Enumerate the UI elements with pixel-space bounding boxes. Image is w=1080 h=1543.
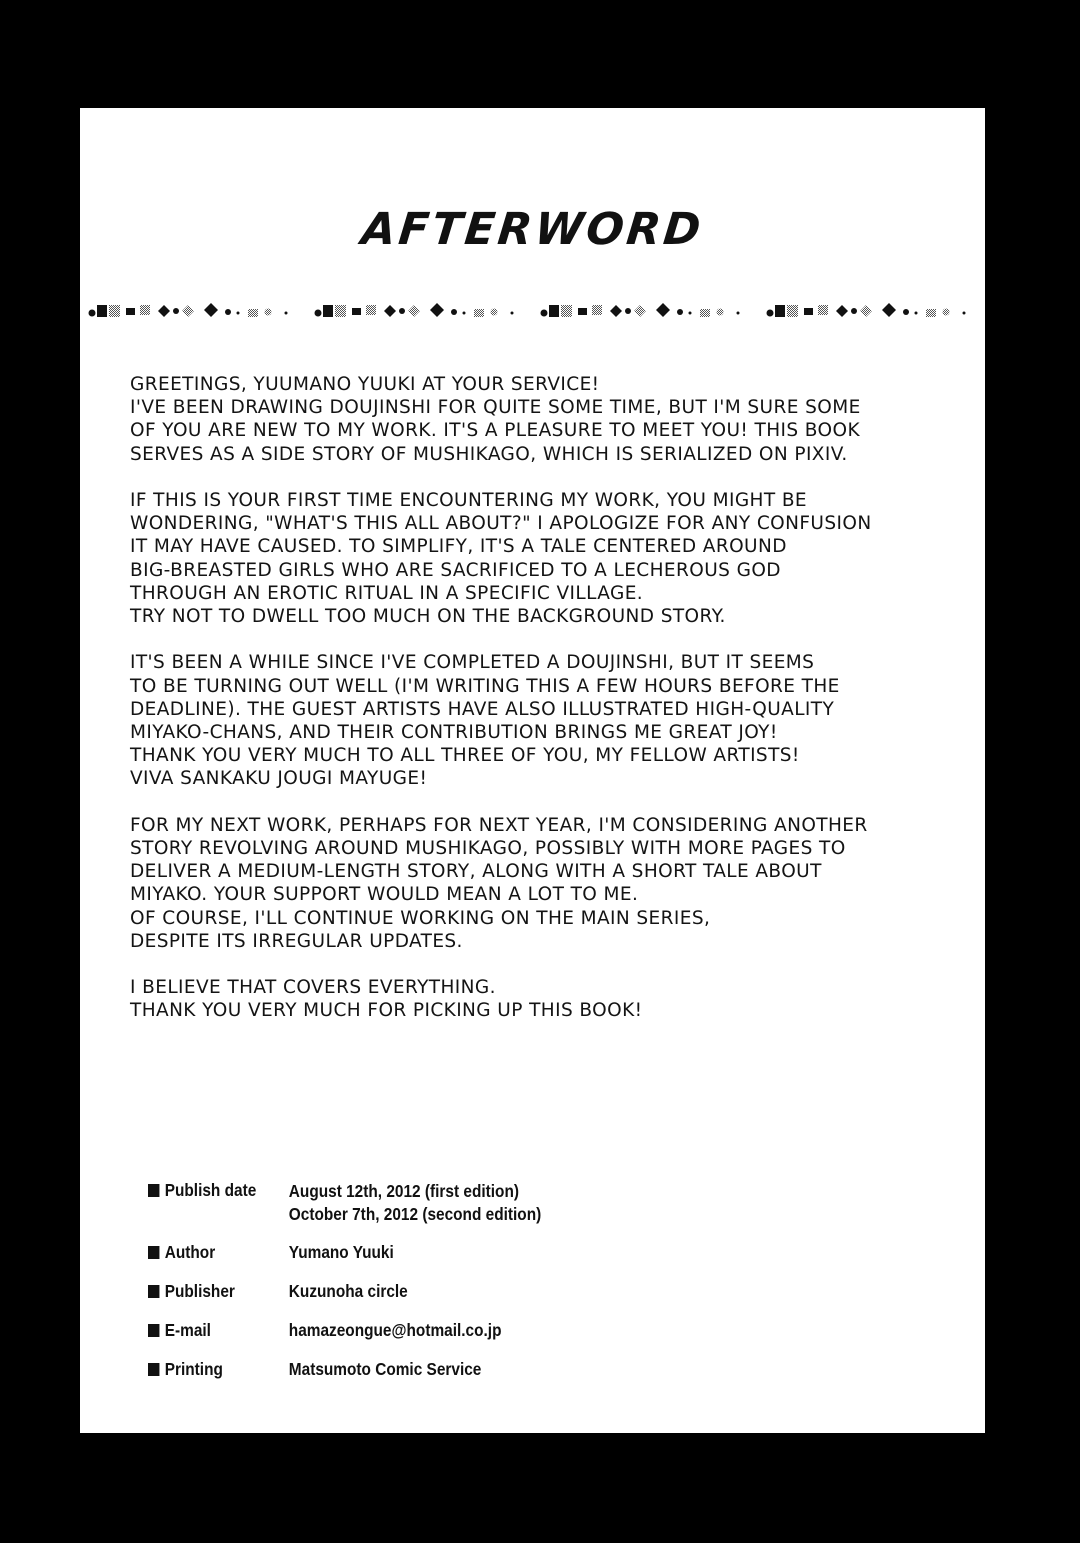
divider-ornament-icon	[89, 310, 96, 317]
divider-ornament-icon	[173, 308, 179, 314]
colophon-value: Kuzunoha circle	[288, 1281, 408, 1301]
text-line: IT MAY HAVE CAUSED. TO SIMPLIFY, IT'S A TALE CENTERED AROUND	[130, 536, 787, 558]
divider-ornament-icon	[625, 308, 631, 314]
divider-ornament-icon	[737, 312, 740, 315]
text-line: WONDERING, "WHAT'S THIS ALL ABOUT?" I APOLOGIZE FOR ANY CONFUSION	[130, 513, 872, 535]
text-line: THANK YOU VERY MUCH TO ALL THREE OF YOU, MY FELLOW ARTISTS!	[130, 745, 800, 767]
colophon-row-email	[148, 1320, 764, 1359]
colophon-value: hamazeongue@hotmail.co.jp	[288, 1320, 502, 1340]
text-line: DEADLINE). THE GUEST ARTISTS HAVE ALSO ILLUSTRATED HIGH-QUALITY	[130, 698, 835, 720]
divider-ornament-icon	[915, 312, 918, 315]
text-line: THROUGH AN EROTIC RITUAL IN A SPECIFIC VILLAGE.	[130, 582, 644, 604]
divider-ornament-icon	[818, 305, 828, 315]
divider-ornament-icon	[926, 309, 936, 317]
divider-ornament-icon	[248, 309, 258, 317]
text-line: IT'S BEEN A WHILE SINCE I'VE COMPLETED A DOUJINSHI, BUT IT SEEMS	[130, 652, 815, 674]
text-line: GREETINGS, YUUMANO YUUKI AT YOUR SERVICE!	[130, 374, 600, 395]
page-title: AFTERWORD	[359, 204, 706, 255]
text-line: THANK YOU VERY MUCH FOR PICKING UP THIS BOOK!	[130, 1000, 643, 1022]
colophon-row-publisher	[148, 1281, 764, 1320]
divider-ornament-icon	[109, 305, 120, 317]
divider-ornament-icon	[851, 308, 857, 314]
divider-ornament-icon	[204, 303, 218, 317]
divider-ornament-icon	[775, 305, 785, 317]
divider-ornament-icon	[474, 309, 484, 317]
text-line: VIVA SANKAKU JOUGI MAYUGE!	[130, 768, 428, 790]
divider-ornament-icon	[491, 309, 498, 316]
decorative-divider	[80, 296, 985, 326]
divider-ornament-icon	[430, 303, 444, 317]
text-line: STORY REVOLVING AROUND MUSHIKAGO, POSSIBLY WITH MORE PAGES TO	[130, 838, 846, 860]
divider-ornament-icon	[717, 309, 724, 316]
divider-ornament-icon	[140, 305, 150, 315]
text-line: MIYAKO-CHANS, AND THEIR CONTRIBUTION BRINGS ME GREAT JOY!	[130, 722, 778, 744]
divider-ornament-icon	[634, 305, 646, 317]
divider-ornament-icon	[237, 312, 240, 315]
divider-ornament-icon	[700, 309, 710, 317]
text-line: OF COURSE, I'LL CONTINUE WORKING ON THE MAIN SERIES,	[130, 907, 711, 929]
divider-ornament-icon	[592, 305, 602, 315]
divider-ornament-icon	[315, 310, 322, 317]
divider-ornament-icon	[804, 308, 813, 315]
divider-ornament-icon	[561, 305, 572, 317]
colophon-label: Author	[164, 1242, 216, 1262]
divider-ornament-icon	[549, 305, 559, 317]
text-line: IF THIS IS YOUR FIRST TIME ENCOUNTERING MY WORK, YOU MIGHT BE	[130, 490, 808, 511]
square-bullet-icon	[148, 1246, 159, 1259]
paragraph-next-work	[130, 814, 950, 953]
divider-ornament-icon	[408, 305, 420, 317]
square-bullet-icon	[148, 1285, 159, 1298]
colophon-label: Publisher	[164, 1281, 235, 1301]
afterword-body	[130, 373, 950, 1046]
paragraph-greetings	[130, 373, 950, 466]
divider-ornament-icon	[677, 309, 683, 315]
divider-pattern-icon	[80, 296, 985, 326]
colophon-value: Yumano Yuuki	[288, 1242, 394, 1262]
colophon-value: Matsumoto Comic Service	[288, 1359, 482, 1379]
divider-ornament-icon	[787, 305, 798, 317]
divider-ornament-icon	[366, 305, 376, 315]
square-bullet-icon	[148, 1324, 159, 1337]
divider-ornament-icon	[689, 312, 692, 315]
divider-ornament-icon	[323, 305, 333, 317]
divider-ornament-icon	[182, 305, 194, 317]
divider-ornament-icon	[352, 308, 361, 315]
colophon-label: E-mail	[164, 1320, 211, 1340]
text-line: MIYAKO. YOUR SUPPORT WOULD MEAN A LOT TO ME.	[130, 884, 639, 906]
divider-ornament-icon	[384, 305, 396, 317]
divider-ornament-icon	[451, 309, 457, 315]
text-line: I BELIEVE THAT COVERS EVERYTHING.	[130, 977, 496, 999]
text-line: DESPITE ITS IRREGULAR UPDATES.	[130, 930, 463, 952]
paragraph-closing	[130, 976, 950, 1022]
paragraph-first-time	[130, 489, 950, 628]
divider-ornament-icon	[126, 308, 135, 315]
text-line: SERVES AS A SIDE STORY OF MUSHIKAGO, WHICH IS SERIALIZED ON PIXIV.	[130, 443, 848, 465]
divider-ornament-icon	[158, 305, 170, 317]
publish-date-first-edition: August 12th, 2012 (first edition)	[288, 1181, 519, 1201]
divider-ornament-icon	[943, 309, 950, 316]
divider-ornament-icon	[265, 309, 272, 316]
divider-ornament-icon	[541, 310, 548, 317]
publish-date-second-edition: October 7th, 2012 (second edition)	[288, 1204, 542, 1224]
divider-ornament-icon	[225, 309, 231, 315]
divider-ornament-icon	[463, 312, 466, 315]
square-bullet-icon	[148, 1184, 159, 1197]
divider-ornament-icon	[610, 305, 622, 317]
divider-ornament-icon	[285, 312, 288, 315]
afterword-page	[80, 108, 985, 1433]
square-bullet-icon	[148, 1363, 159, 1376]
divider-ornament-icon	[656, 303, 670, 317]
colophon-label: Printing	[164, 1359, 223, 1379]
text-line: I'VE BEEN DRAWING DOUJINSHI FOR QUITE SOME TIME, BUT I'M SURE SOME	[130, 397, 861, 419]
text-line: TRY NOT TO DWELL TOO MUCH ON THE BACKGROUND STORY.	[130, 606, 726, 628]
divider-ornament-icon	[963, 312, 966, 315]
text-line: BIG-BREASTED GIRLS WHO ARE SACRIFICED TO A LECHEROUS GOD	[130, 559, 781, 581]
text-line: TO BE TURNING OUT WELL (I'M WRITING THIS A FEW HOURS BEFORE THE	[130, 675, 840, 697]
colophon-label: Publish date	[164, 1180, 257, 1200]
divider-ornament-icon	[836, 305, 848, 317]
divider-ornament-icon	[511, 312, 514, 315]
colophon-row-publish-date	[148, 1180, 764, 1242]
paragraph-guest-artists	[130, 651, 950, 790]
divider-ornament-icon	[97, 305, 107, 317]
divider-ornament-icon	[399, 308, 405, 314]
colophon-row-author	[148, 1242, 764, 1281]
divider-ornament-icon	[903, 309, 909, 315]
colophon-row-printing	[148, 1359, 764, 1398]
divider-ornament-icon	[335, 305, 346, 317]
divider-ornament-icon	[882, 303, 896, 317]
text-line: OF YOU ARE NEW TO MY WORK. IT'S A PLEASURE TO MEET YOU! THIS BOOK	[130, 420, 861, 442]
text-line: FOR MY NEXT WORK, PERHAPS FOR NEXT YEAR, I'M CONSIDERING ANOTHER	[130, 814, 868, 836]
colophon-value	[289, 1180, 541, 1226]
divider-ornament-icon	[767, 310, 774, 317]
text-line: DELIVER A MEDIUM-LENGTH STORY, ALONG WITH A SHORT TALE ABOUT	[130, 861, 822, 883]
divider-ornament-icon	[860, 305, 872, 317]
colophon	[148, 1180, 764, 1398]
divider-ornament-icon	[578, 308, 587, 315]
